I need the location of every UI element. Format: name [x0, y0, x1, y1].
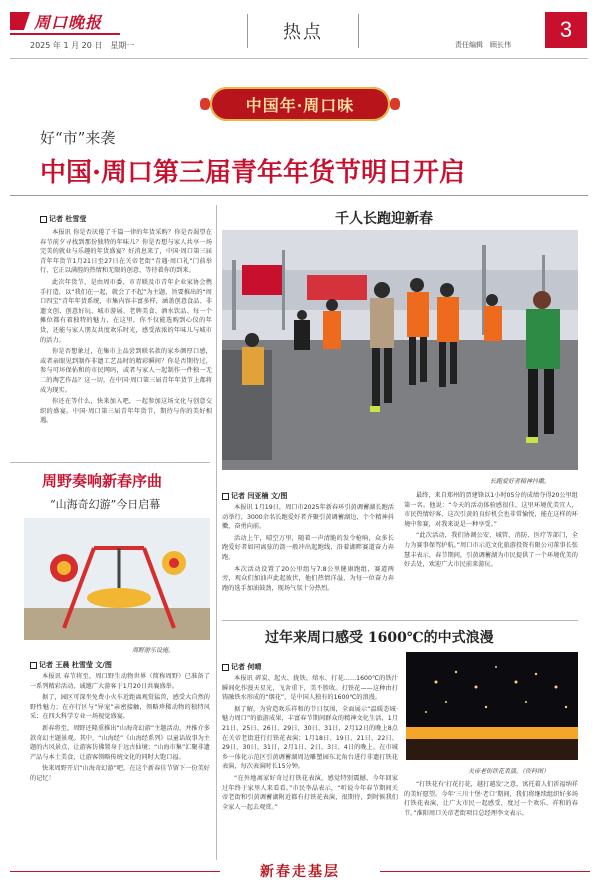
- ride-photo: [24, 518, 210, 640]
- logo-underline: [10, 33, 120, 35]
- footer-banner-text: 新春走基层: [260, 864, 340, 880]
- column-divider: [216, 205, 217, 860]
- column-banner-text: 中国年·周口味: [245, 95, 355, 115]
- lantern-right-icon: [390, 98, 400, 110]
- sidebar-paragraph: 本报讯 春节将至，周口野生动物世界（简称周野）已准备了一系列精彩活动，诚邀广大游客于1月20日共襄盛举。: [30, 673, 210, 690]
- marathon-paragraph: 最终，来自郑州的贾建锋以1小时05分的成绩夺得20公里组第一名。他说：“今天的活动体验感很佳，这里环境优美宜人，市民热情好客，这次引黄的良好机会也非常愉悦，能在这样的环境中参赛，对我来说是一种享受。”: [404, 492, 578, 528]
- main-kicker: 好“市”来袭: [40, 129, 116, 147]
- newspaper-logo[interactable]: [10, 10, 130, 32]
- fireworks-photo: [406, 652, 578, 760]
- fireworks-paragraph: 据了解，为营造欢乐祥和的节日氛围，全面展示“温暖态城·魅力周口”的旅游成果，丰富春节期间群众的精神文化生活，1月21日、25日、26日、29日、30日、31日，2月12日的晚上8点在关帝老街进行打铁花表演；1月18日、19日、21日、22日、29日、30日、31日，2月1日、2日、3日、4日的晚上，在市城乡一体化示范区引黄调蓄湖周边雕塑园东北角台进行非遗打铁花表演，每次表演时长15分钟。: [222, 705, 398, 771]
- sidebar-paragraph: 新春将至，周野还隆重推出“山海奇幻游”主题活动，并推介多款奇幻主题景观。其中，“山海经”《山海经系列》以童话故事为主题的古风景点，让游客仿佛置身于远古仙境；“山海市集”汇聚非遗产品与本土美食，让游客领略传统文化的同时大饱口福。: [30, 724, 210, 761]
- fireworks-byline: 记者 何晴: [222, 662, 261, 672]
- sidebar-paragraph: 快来周野开启“山海奇幻游”吧，在这个新春佳节留下一份美好的记忆！: [30, 765, 210, 782]
- logo-mark-icon: [10, 12, 30, 30]
- page-number: 3: [545, 12, 587, 48]
- marathon-paragraph: 本报讯 1月19日，周口市2025年新春环引黄调蓄湖长跑活动举行，3000余名长跑爱好者齐聚引黄调蓄湖边，个个精神抖擞，奋勇向前。: [222, 504, 394, 531]
- footer-rule-right: [380, 871, 590, 872]
- column-banner: [210, 87, 390, 121]
- logo-text: 周口晚报: [34, 12, 103, 32]
- fireworks-body-col1: [222, 674, 398, 852]
- sidebar-headline[interactable]: 周野奏响新春序曲: [42, 472, 163, 490]
- fireworks-paragraph: “在外地离家好奇过打铁花表演，感觉特别震撼，今年回家过年终于家里人来看看。”市民李晶表示，“听说今年春节期间关帝老街和引黄调蓄湖附近都有打铁花表演，很期待，到时候我们全家人一起去观赏。”: [222, 774, 398, 811]
- marathon-paragraph: 活动上午，晴空万里，随着一声清脆的发令枪响，众多长跑爱好者如同离弦的箭一般冲出起跑线，沿着湖畔赛道奋力奔跑。: [222, 534, 394, 561]
- main-paragraph: 你是否想象过，在集市上品尝到联名款的家乡颜厚口感，或者亲眼见到制作非遗工艺品时的精彩瞬间？你是否期待过，参与可坏保佑和的市民网吗，或者与家人一起制作一件独一无二的淘艺作品？这一切，在中国·周口第三届青年年货节上都将成为现实。: [40, 348, 212, 394]
- ride-photo-caption: 周野游乐设施。: [132, 647, 175, 654]
- sidebar-subheadline: “山海奇幻游”今日启幕: [50, 498, 161, 511]
- issue-date: 2025 年 1 月 20 日 星期一: [30, 41, 135, 50]
- main-paragraph: 你还在等什么，快来加入吧，一起参加这场文化与创意交织的盛宴。中国·周口第三届青年年货节，期待与你的美好相遇。: [40, 398, 212, 425]
- main-paragraph: 此次年货节，是由周市委、市青联及市青年企业家协会携手打造，以“我们在一起，就会了不起”为主题，旨要推出的“周口四宝”青年年货系统，市集内容丰富多样，涵盖创意食品、非遗文创、创意好玩、城市游展、老牌美食、酒水饮品、每一个摊位都有着独特的魅力，在这里，你不仅能选购到心仪的年货，还能与家人朋友共度欢乐时光，感受浓浓的年味儿与城市的活力。: [40, 278, 212, 344]
- fireworks-headline[interactable]: 过年来周口感受 1600℃的中式浪漫: [265, 630, 494, 646]
- lantern-left-icon: [200, 98, 210, 110]
- marathon-paragraph: 本次活动设置了20公里组与7.8公里健康跑组，赛道两旁，观众们加油声此起彼伏，他们热情洋溢，为每一位奋力奔跑的选手加油鼓劲，现场气氛十分热烈。: [222, 565, 394, 592]
- section-label-box: [247, 14, 359, 48]
- section-label: 热点: [283, 22, 323, 43]
- sidebar-top-rule: [10, 462, 210, 463]
- marathon-byline: 记者 闫亚楠 文/图: [222, 491, 287, 501]
- sidebar-body: [30, 672, 210, 852]
- section-divider: [222, 620, 578, 621]
- fireworks-photo-illustration: [406, 652, 578, 760]
- fireworks-photo-caption: 关帝老街铁花表演。（资料图）: [468, 768, 550, 775]
- main-byline: 记者 杜雪莹: [40, 214, 86, 224]
- headline-rule: [10, 195, 588, 196]
- fireworks-body-col2: [404, 780, 578, 852]
- ride-photo-illustration: [24, 518, 210, 640]
- sidebar-paragraph: 据了，园区可深坐免费小火车近距离观赏猛兽，感受大自然的野性魅力；在亦行区与“异宠”亲密接触，领略珍稀动物的独特风采；在四大科学专业一场视觉盛宴。: [30, 694, 210, 721]
- main-article-body: [40, 228, 212, 458]
- marathon-headline[interactable]: 千人长跑迎新春: [335, 211, 433, 227]
- main-paragraph: 本报讯 你是否厌倦了千篇一律的年货采购？你是否渴望在春节前夕寻找到那份独特的年味儿？你是否想与家人共享一场完美的就业与乐趣的年货盛宴？好消息来了，中国·周口第三届青年年货节1月21日至27日在关帝老街“青遇·周口礼”门前举行，它正以满腔的热情和无限的创意，等待着你的到来。: [40, 229, 212, 275]
- marathon-body-col1: [222, 503, 394, 613]
- marathon-paragraph: “此次活动，我们协调公安、城管、消防、医疗等部门，全力为赛事保驾护航。”周口市示范文化旅游投资有限公司董事长张慧丰表示，春节期间，引黄调蓄湖为市民提供了一个环境优美的好去处，欢迎广大市民前来游玩。: [404, 532, 578, 569]
- fireworks-paragraph: 本报讯 碎炭、起火、拢铁、熔水、打花……1600℃的铁汁瞬间化作漫天星光，飞舍重下，美不胜收。打铁花——这种由打铸融铁水形成的“烟花”，是中国人独有的1600℃的浪漫。: [222, 675, 398, 702]
- masthead-rule: [10, 58, 588, 59]
- marathon-body-col2: [404, 491, 578, 611]
- footer-banner: [230, 857, 370, 885]
- main-headline[interactable]: 中国·周口第三届青年年货节明日开启: [40, 158, 466, 188]
- editor-credit: 责任编辑 顾长伟: [455, 41, 511, 49]
- footer-rule-left: [10, 871, 220, 872]
- marathon-photo-illustration: [222, 230, 578, 470]
- sidebar-byline: 记者 王晨 杜雪莹 文/图: [30, 660, 112, 670]
- fireworks-paragraph: “打铁花有‘打花打花，越打越发’之意，寓托着人们祈福纳祥的美好愿望。今年‘三川十堡·老口’期间，我们将继续组织好多场打铁花表演，让广大市民一起感受，度过一个欢乐、祥和的春节。”淮阳周口关帝老街项目总经理李文表示。: [404, 781, 578, 817]
- marathon-photo-caption: 长跑爱好者精神抖擞。: [490, 478, 551, 485]
- masthead: [0, 0, 600, 64]
- marathon-photo: [222, 230, 578, 470]
